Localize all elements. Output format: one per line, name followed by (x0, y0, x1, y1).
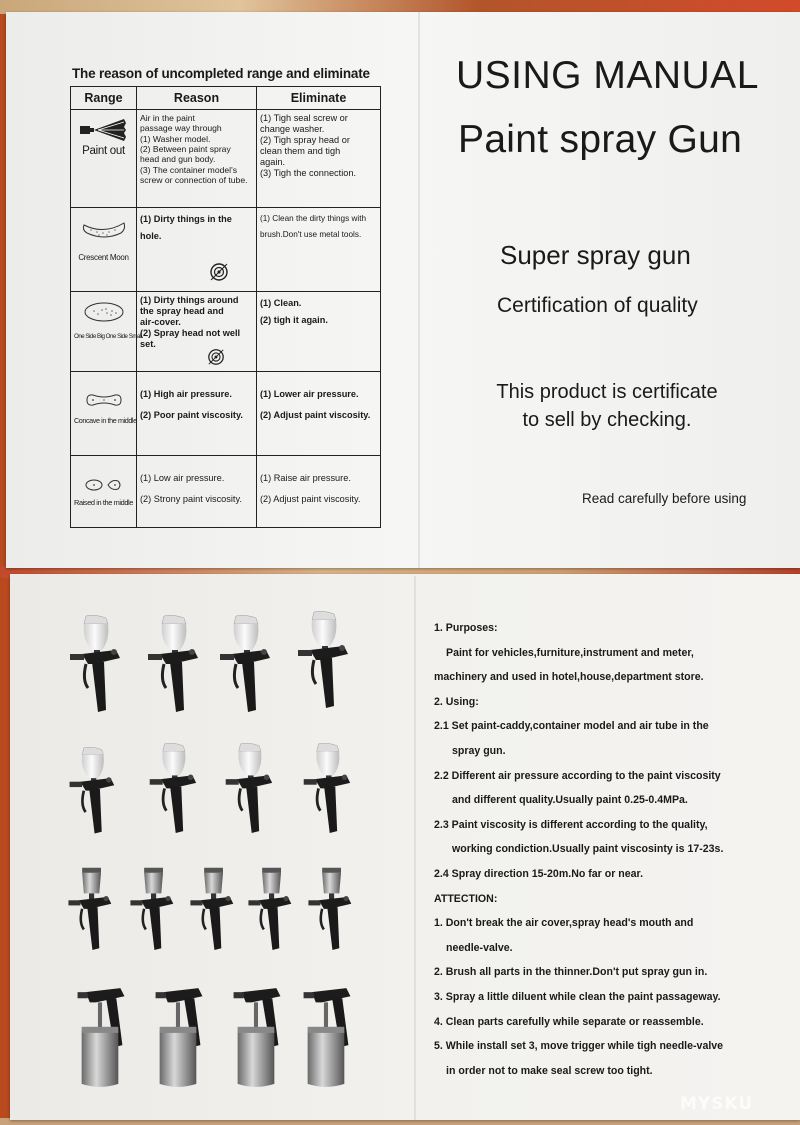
eliminate-cell (257, 208, 381, 292)
fold-line (418, 12, 420, 568)
spray-gun-image (220, 742, 276, 846)
spray-gun-image (184, 866, 238, 962)
certification-text: This product is certificate to sell by checking. (496, 381, 718, 431)
spray-gun-image (62, 866, 116, 962)
spray-head-icon (207, 348, 225, 366)
eliminate-text: (1) Raise air pressure. (2) Adjust paint viscosity. (260, 473, 361, 505)
range-label: One Side Big One Side Small (74, 333, 142, 340)
reason-cell (137, 110, 257, 208)
spray-gun-image (142, 742, 202, 846)
spray-gun-image (72, 984, 130, 1092)
concave-pattern-icon (84, 389, 124, 411)
table-title: The reason of uncompleted range and eliminate (72, 66, 370, 81)
table-row (71, 292, 381, 372)
using-item: 2.2 Different air pressure according to the paint viscosity (434, 769, 721, 782)
spray-gun-image (214, 614, 274, 726)
range-label: Paint out (82, 145, 125, 157)
using-item-cont: working condiction.Usually paint viscosinty is 17-23s. (452, 843, 724, 856)
table-row (71, 372, 381, 456)
using-heading: 2. Using: (434, 695, 479, 708)
using-item-cont: spray gun. (452, 744, 506, 757)
header-range: Range (71, 87, 137, 110)
range-cell (71, 110, 137, 208)
manual-title-line1: USING MANUAL (456, 54, 759, 97)
spray-gun-image (292, 610, 352, 722)
eliminate-text: (1) Clean the dirty things with brush.Don't use metal tools. (260, 214, 367, 239)
watermark: MYSKU (680, 1094, 754, 1114)
raised-pattern-icon (82, 475, 126, 495)
spray-gun-image (298, 984, 356, 1092)
range-label: Crescent Moon (78, 253, 129, 262)
nozzle-hole-icon (209, 262, 229, 282)
manual-subtitle: Super spray gun (500, 240, 691, 270)
attention-item: 1. Don't break the air cover,spray head's mouth and (434, 917, 694, 930)
using-item: 2.3 Paint viscosity is different according to the quality, (434, 818, 708, 831)
using-item-cont: and different quality.Usually paint 0.25-0.4MPa. (452, 794, 688, 807)
reason-text: (1) Dirty things in the hole. (140, 214, 232, 241)
range-cell (71, 292, 142, 372)
attention-item: 3. Spray a little diluent while clean the paint passageway. (434, 990, 721, 1003)
reason-cell (137, 372, 257, 456)
eliminate-text: (1) Lower air pressure. (2) Adjust paint viscosity. (260, 389, 371, 421)
attention-item: 2. Brush all parts in the thinner.Don't put spray gun in. (434, 966, 708, 979)
instructions-text (434, 616, 784, 1083)
table-row (71, 456, 381, 528)
table-row (71, 208, 381, 292)
spray-gun-image (302, 866, 356, 962)
spray-gun-image (124, 866, 178, 962)
read-carefully-note: Read carefully before using (582, 491, 747, 506)
reason-text: (1) Low air pressure. (2) Strony paint viscosity. (140, 473, 242, 505)
range-cell (71, 372, 137, 456)
reason-cell (137, 208, 257, 292)
reason-text: (1) Dirty things around the spray head and air-cover. (2) Spray head not well set. (140, 295, 241, 350)
table-row (71, 110, 381, 208)
attention-heading: ATTECTION: (434, 892, 498, 905)
eliminate-text: (1) Clean. (2) tigh it again. (260, 298, 328, 325)
using-item: 2.1 Set paint-caddy,container model and air tube in the (434, 720, 709, 733)
purposes-heading: 1. Purposes: (434, 622, 498, 634)
spray-gun-image (242, 866, 296, 962)
reason-cell (137, 456, 257, 528)
table-header-row (71, 87, 381, 110)
eliminate-cell (257, 292, 381, 372)
range-label: Raised in the middle (74, 498, 133, 507)
troubleshooting-table (70, 86, 381, 528)
reason-text: (1) High air pressure. (2) Poor paint viscosity. (140, 389, 243, 421)
attention-item-cont: needle-valve. (446, 941, 513, 954)
eliminate-cell (257, 456, 381, 528)
attention-item: 5. While install set 3, move trigger while tigh needle-valve (434, 1040, 724, 1053)
reason-text: Air in the paint passage way through (1) Washer model. (2) Between paint spray head and gun body. (3) The container model's screw or connection of tube. (140, 113, 248, 185)
range-label: Concave in the middle (74, 416, 137, 425)
certification-heading: Certification of quality (497, 294, 698, 317)
spray-gun-image (64, 746, 118, 846)
range-cell (71, 456, 137, 528)
header-eliminate: Eliminate (257, 87, 381, 110)
crescent-pattern-icon (79, 215, 129, 243)
spray-gun-image (150, 984, 208, 1092)
eliminate-cell (257, 372, 381, 456)
purposes-line: machinery and used in hotel,house,department store. (434, 671, 704, 684)
header-reason: Reason (137, 87, 257, 110)
spray-gun-image (142, 614, 202, 726)
spray-gun-image (64, 614, 124, 726)
purposes-line: Paint for vehicles,furniture,instrument and meter, (446, 646, 694, 659)
fold-line (414, 576, 416, 1120)
eliminate-cell (257, 110, 381, 208)
uneven-pattern-icon (82, 299, 126, 325)
range-cell (71, 208, 137, 292)
using-item: 2.4 Spray direction 15-20m.No far or near. (434, 867, 644, 880)
spray-gun-image (298, 742, 354, 846)
attention-item: 4. Clean parts carefully while separate or reassemble. (434, 1015, 704, 1028)
attention-item-cont: in order not to make seal screw too tight. (446, 1064, 653, 1077)
spray-gun-image (228, 984, 286, 1092)
spray-nozzle-icon (78, 117, 130, 143)
eliminate-text: (1) Tigh seal screw or change washer. (2) Tigh spray head or clean them and tigh again. (3) Tigh the connection. (260, 113, 357, 179)
manual-title-line2: Paint spray Gun (458, 118, 743, 161)
reason-cell (137, 292, 257, 372)
